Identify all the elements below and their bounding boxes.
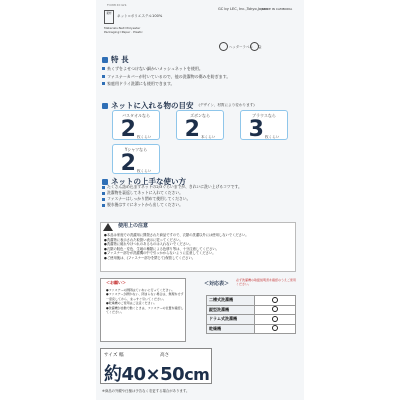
materials-english — [104, 27, 143, 35]
size-dimensions: 40×50 — [121, 364, 185, 385]
features-title: 特 長 — [111, 55, 129, 64]
request-list — [106, 288, 184, 314]
materials-en-net: Materials:Net=Polyester — [104, 26, 141, 30]
square-bullet-icon — [102, 67, 105, 70]
caution-line: ●洗濯物に表示された取扱い表示に従ってください。 — [104, 237, 183, 242]
request-line: ●乾燥機のご使用はご注意ください。 — [106, 301, 157, 306]
brand-name: TOMIXIIAS — [107, 3, 127, 7]
compatible-mark-icon — [272, 297, 278, 303]
guide-card-blouse: ブラウスなら 3 枚くらい — [240, 110, 288, 140]
size-unit: cm — [184, 365, 210, 384]
caution-line: ●衣類の脱色・変色、生地の種類による色移り等は、十分注意してください。 — [104, 246, 219, 251]
square-bullet-icon — [102, 82, 105, 85]
request-heading: ＜お願い＞ — [106, 280, 126, 285]
guide-card-trousers: ズボンなら 2 本くらい — [176, 110, 224, 140]
compatibility-title: ＜対応表＞ — [204, 281, 230, 287]
howto-title: ネットの上手な使い方 — [111, 177, 186, 186]
material-text: ネット=ポリエステル100% — [117, 14, 163, 18]
howto-item: 脱水後はすぐにネットから出してください。 — [102, 202, 300, 208]
country-of-origin: MADE IN CAMBODIA — [262, 7, 293, 11]
size-height-label: 高さ — [160, 353, 170, 358]
request-line: ●ファスナーの開閉はていねいに行ってください。 — [106, 288, 175, 292]
compatibility-note: 必ず洗濯機の取扱説明書を確認のうえご使用ください。 — [236, 278, 297, 286]
guide-title: ネットに入れる物の目安 — [111, 101, 194, 110]
materials-en-packaging: Packaging=Paper · Plastic — [104, 29, 143, 34]
caution-line: ●ファスナー部分が洗濯機の中で引っかからないように注意してください。 — [104, 251, 216, 256]
warning-triangle-icon — [103, 223, 113, 231]
guide-subtitle: (デザイン、材質により変わります) — [198, 103, 255, 107]
size-label: サイズ — [104, 353, 118, 358]
howto-item: ファスナーはしっかり閉めて使用してください。 — [102, 196, 300, 202]
square-bullet-icon — [102, 198, 105, 201]
recycle-paper-icon — [219, 42, 228, 51]
caution-line: ●ご使用後は、(ファスナー部分を閉じて)保管してください。 — [104, 255, 196, 260]
feature-item: 糸くずをよせつけない細かいメッシュネットを使用。 — [102, 65, 298, 73]
size-prefix: 約 — [104, 364, 122, 385]
caution-title: 使用上の注意 — [118, 223, 149, 229]
howto-list — [102, 184, 300, 208]
compatible-mark-icon — [272, 306, 278, 312]
compatible-mark-icon — [272, 325, 278, 331]
compatibility-table — [206, 295, 296, 334]
features-list — [102, 65, 298, 88]
table-row: ドラム式洗濯機 — [207, 315, 296, 325]
caution-line: ●本品は家庭での洗濯用に開発された商品ですので、衣類の洗濯以外には使用しないでください。 — [104, 233, 249, 237]
size-value — [104, 360, 209, 386]
recycle-label-bag: 袋 — [258, 45, 262, 49]
howto-item: 洗濯物を裏返してネットに入れてください。 — [102, 190, 300, 196]
square-bullet-icon — [102, 204, 105, 207]
caution-list — [104, 233, 292, 261]
section-bullet-icon — [102, 103, 108, 109]
company-name: GC by LEC, Inc.,Tokyo,Japan — [218, 7, 268, 11]
footnote: ※商品の外観や仕様は予告なく変更する場合があります。 — [102, 389, 190, 393]
request-line: ●洗濯機が自動で動くときは、ファスナーの位置を確認してください。 — [106, 305, 184, 315]
square-bullet-icon — [102, 75, 105, 78]
square-bullet-icon — [102, 192, 105, 195]
feature-item: ファスナーカバーが付いているので、他の洗濯物の傷みを防ぎます。 — [102, 73, 298, 81]
table-row: 二槽式洗濯機 — [207, 296, 296, 306]
material-badge: 素材 — [104, 10, 114, 24]
guide-card-dress-shirt: Yシャツなら 2 枚くらい — [112, 144, 160, 174]
table-row: 縦型洗濯機 — [207, 305, 296, 315]
size-width-label: 幅 — [119, 353, 124, 358]
feature-item: 家庭用ドライ洗濯にも使用できます。 — [102, 80, 298, 88]
square-bullet-icon — [102, 186, 105, 189]
caution-line: ●洗濯物に破れやほつれのあるものは入れないでください。 — [104, 242, 193, 247]
features-heading — [102, 54, 129, 65]
table-row: 乾燥機 — [207, 324, 296, 334]
recycle-label-header: ヘッダーラベル — [229, 45, 253, 49]
section-bullet-icon — [102, 57, 108, 63]
request-line: ●ファスナーが開かない、閉まらない場合は、無理をせず一度戻してから、まっすぐ引いてください。 — [106, 292, 184, 301]
guide-card-bath-towel: バスタオルなら 2 枚くらい — [112, 110, 160, 140]
howto-item: たくさん詰め込まずネットの2/3ぐらいまでが、きれいに洗い上げるコツです。 — [102, 184, 300, 190]
compatible-mark-icon — [272, 316, 278, 322]
